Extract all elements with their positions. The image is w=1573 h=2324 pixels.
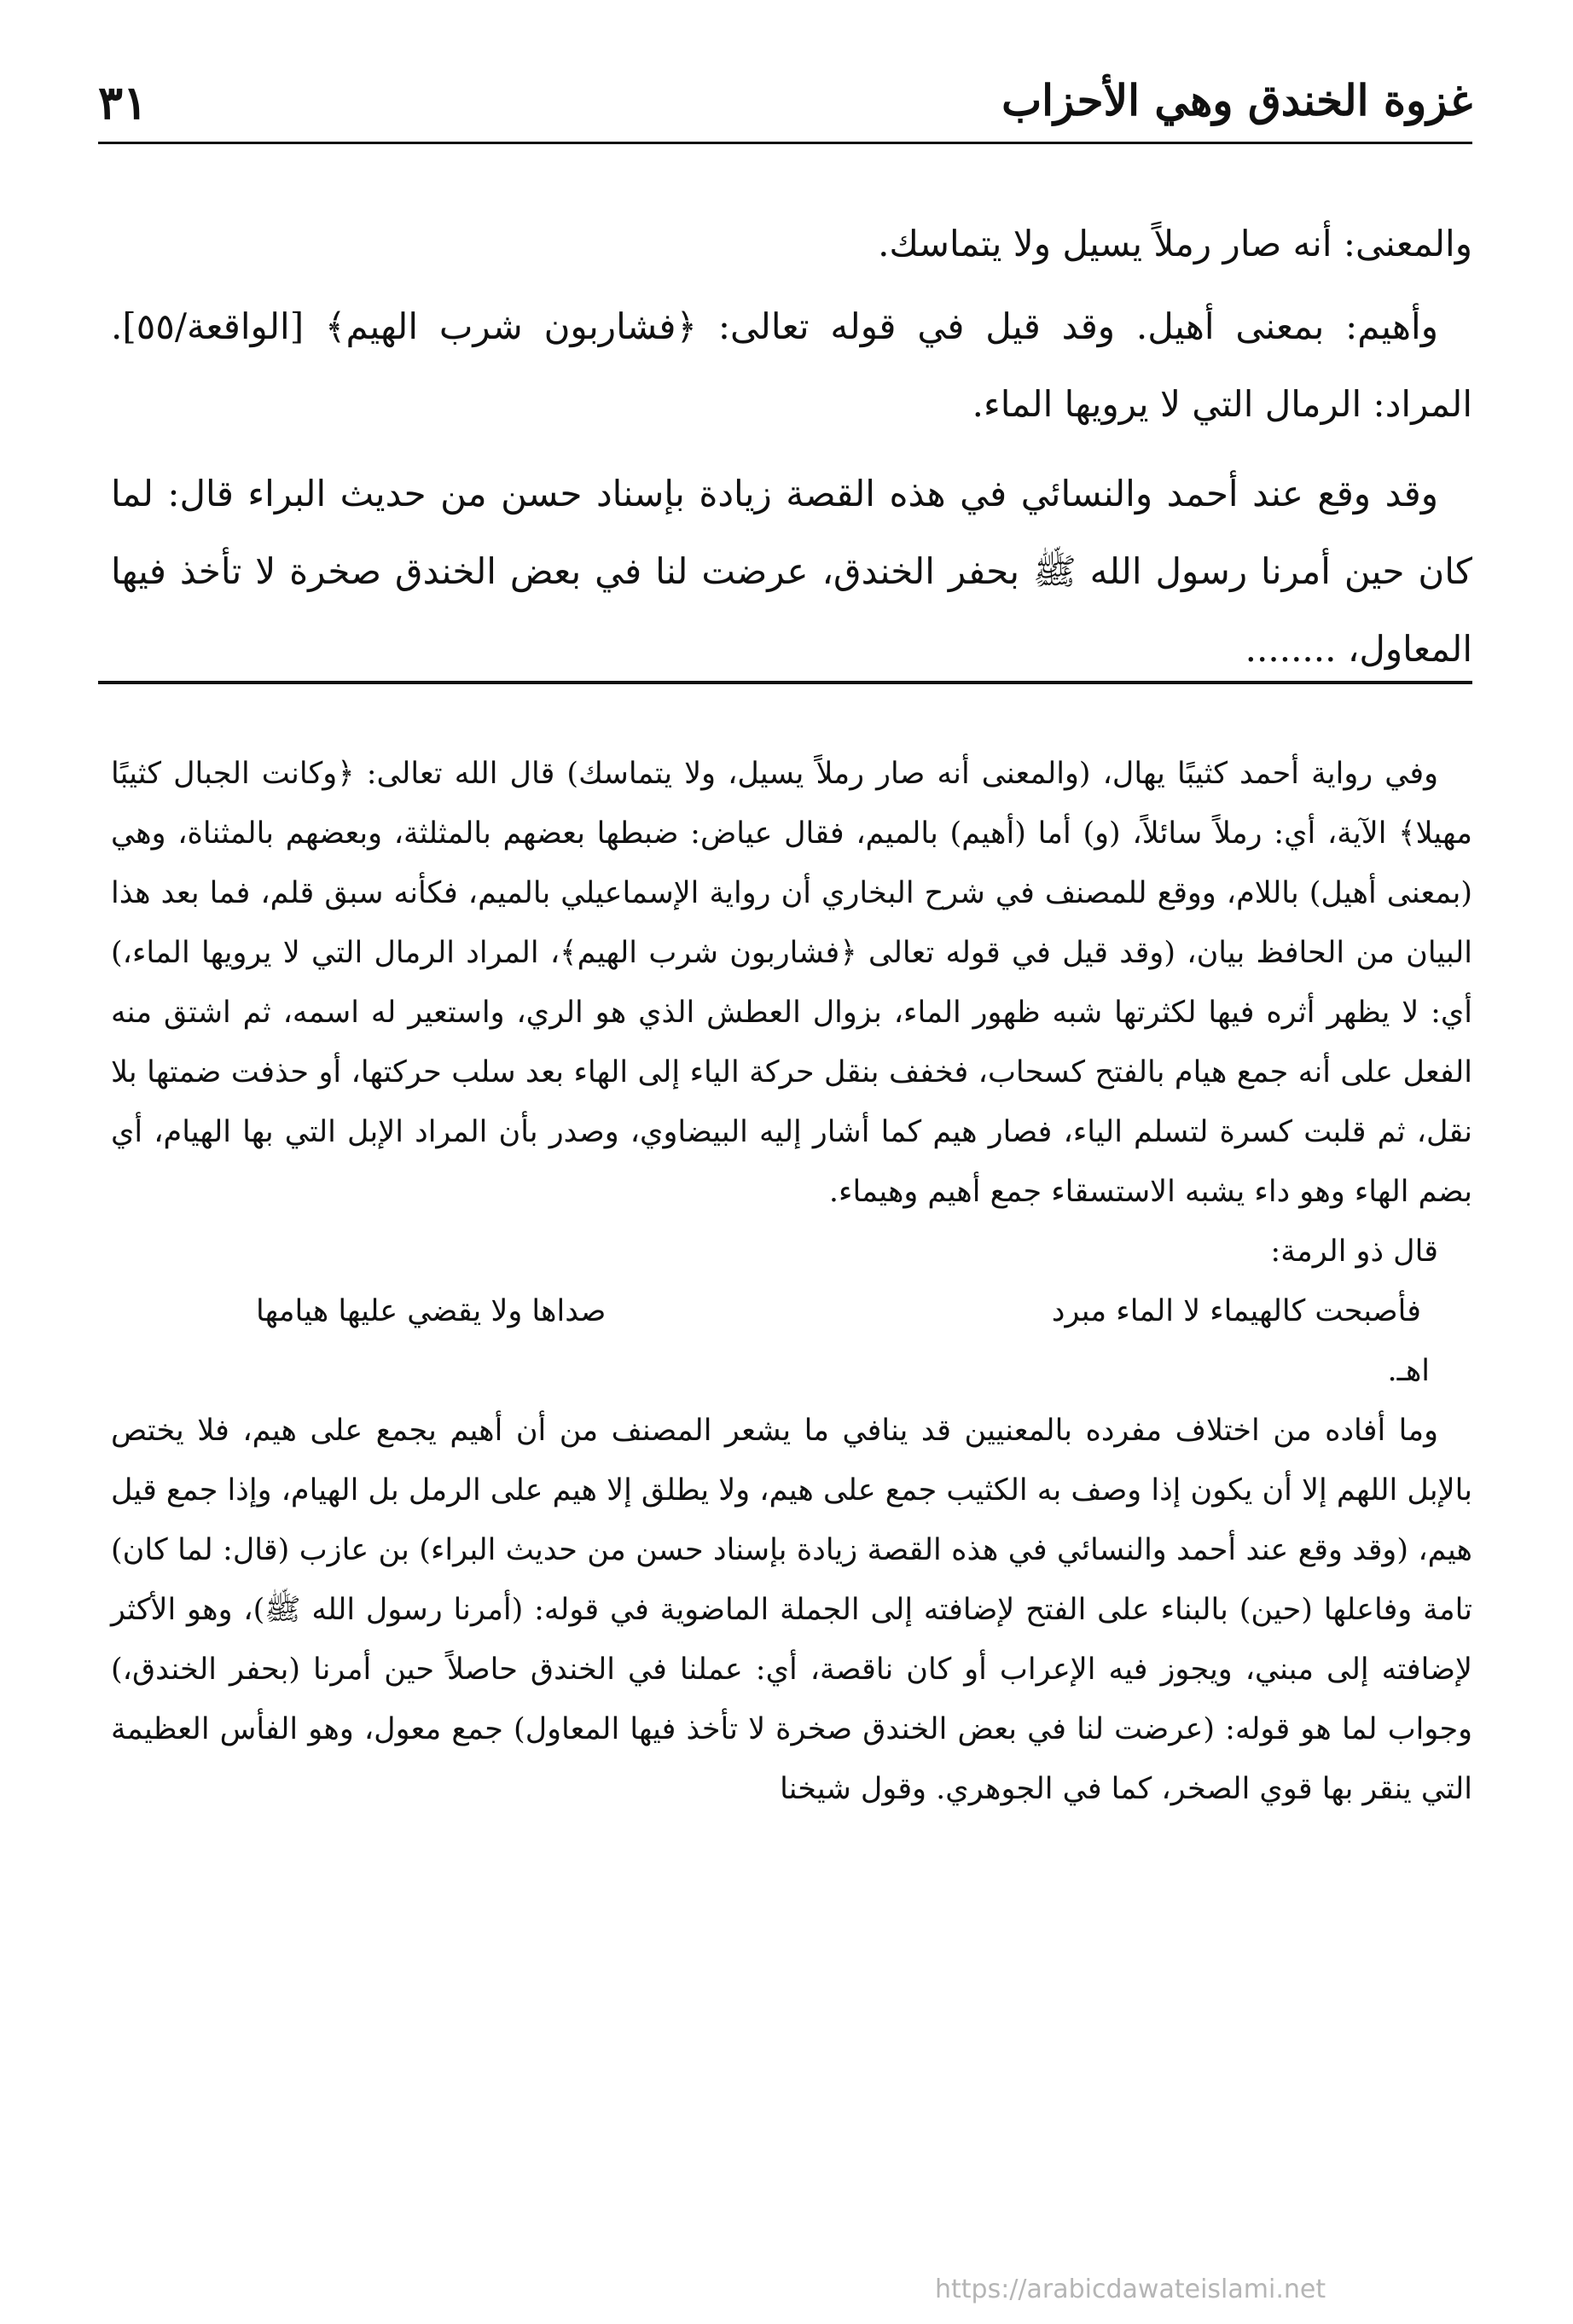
main-paragraph: وقد وقع عند أحمد والنسائي في هذه القصة زيادة بإسناد حسن من حديث البراء قال: لما كان حين أمرنا رسول الله ﷺ بحفر الخندق، عرضت لنا في بعض الخندق صخرة لا تأخذ فيها المعاول، ........ — [111, 473, 1472, 670]
commentary-text — [111, 744, 1472, 1819]
verse-second-hemistich: صداها ولا يقضي عليها هيامها — [256, 1294, 607, 1328]
poem-verse — [111, 1281, 1472, 1341]
main-paragraph: وأهيم: بمعنى أهيل. وقد قيل في قوله تعالى: ﴿فشاربون شرب الهيم﴾ [الواقعة/٥٥]. المراد: الرمال التي لا يرويها الماء. — [111, 305, 1472, 425]
watermark: https://arabicdawateislami.net — [935, 2275, 1326, 2304]
page-number: ٣١ — [98, 75, 148, 130]
running-title: غزوة الخندق وهي الأحزاب — [1001, 75, 1472, 125]
verse-end-marker: اهـ. — [1387, 1354, 1430, 1388]
verse-first-hemistich: فأصبحت كالهيماء لا الماء مبرد — [1051, 1294, 1421, 1328]
main-text — [111, 205, 1472, 693]
main-paragraph: والمعنى: أنه صار رملاً يسيل ولا يتماسك. — [878, 223, 1472, 264]
section-separator — [98, 681, 1472, 684]
commentary-paragraph: وما أفاده من اختلاف مفرده بالمعنيين قد ينافي ما يشعر المصنف من أن أهيم يجمع على هيم، فلا يختص بالإبل اللهم إلا أن يكون إذا وصف به الكثيب جمع على هيم، ولا يطلق إلا هيم على الرمل بل الهيام، وإذا جمع قيل هيم، (وقد وقع عند أحمد والنسائي في هذه القصة زيادة بإسناد حسن من حديث البراء) بن عازب (قال: لما كان) تامة وفاعلها (حين) بالبناء على الفتح لإضافته إلى الجملة الماضوية في قوله: (أمرنا رسول الله ﷺ)، وهو الأكثر لإضافته إلى مبني، ويجوز فيه الإعراب أو كان ناقصة، أي: عملنا في الخندق حاصلاً حين أمرنا (بحفر الخندق،) وجواب لما هو قوله: (عرضت لنا في بعض الخندق صخرة لا تأخذ فيها المعاول) جمع معول، وهو الفأس العظيمة التي ينقر بها قوي الصخر، كما في الجوهري. وقول شيخنا — [111, 1414, 1472, 1806]
commentary-paragraph: قال ذو الرمة: — [1270, 1235, 1438, 1269]
header-rule — [98, 142, 1472, 144]
commentary-paragraph: وفي رواية أحمد كثيبًا يهال، (والمعنى أنه صار رملاً يسيل، ولا يتماسك) قال الله تعالى: ﴿وكانت الجبال كثيبًا مهيلا﴾ الآية، أي: رملاً سائلاً، (و) أما (أهيم) بالميم، فقال عياض: ضبطها بعضهم بالمثلثة، وبعضهم بالمثناة، وهي (بمعنى أهيل) باللام، ووقع للمصنف في شرح البخاري أن رواية الإسماعيلي بالميم، فكأنه سبق قلم، فما بعد هذا البيان من الحافظ بيان، (وقد قيل في قوله تعالى ﴿فشاربون شرب الهيم﴾، المراد الرمال التي لا يرويها الماء،) أي: لا يظهر أثره فيها لكثرتها شبه ظهور الماء، بزوال العطش الذي هو الري، واستعير له اسمه، ثم اشتق منه الفعل على أنه جمع هيام بالفتح كسحاب، فخفف بنقل حركة الياء إلى الهاء بعد سلب حركتها، أو حذفت ضمتها بلا نقل، ثم قلبت كسرة لتسلم الياء، فصار هيم كما أشار إليه البيضاوي، وصدر بأن المراد الإبل التي بها الهيام، أي بضم الهاء وهو داء يشبه الاستسقاء جمع أهيم وهيماء. — [111, 757, 1472, 1209]
page-header — [98, 75, 1472, 135]
